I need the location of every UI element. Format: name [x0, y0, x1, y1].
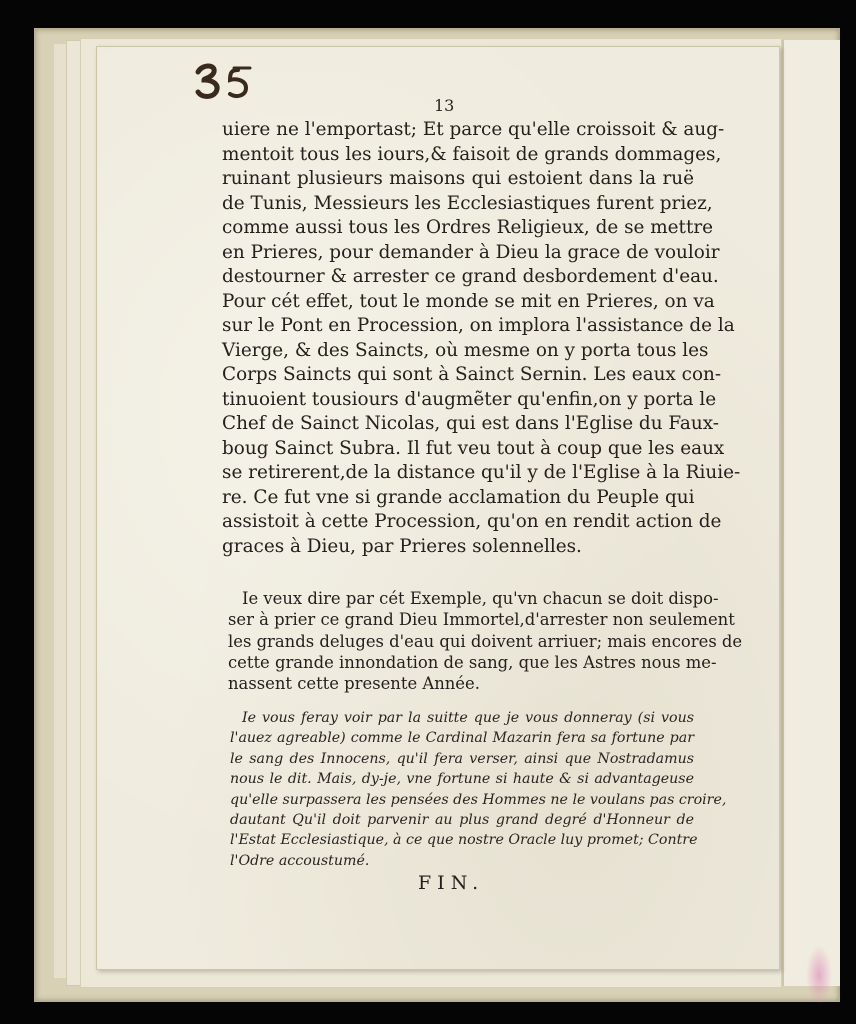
- text-line: l'auez agreable) comme le Cardinal Mazarin fera sa fortune par: [230, 730, 694, 747]
- text-line: les grands deluges d'eau qui doivent arriuer; mais encores de: [228, 631, 743, 651]
- text-line: Vierge, & des Saincts, où mesme on y porta tous les: [222, 339, 709, 361]
- text-line: cette grande innondation de sang, que les Astres nous me-: [228, 652, 717, 672]
- text-line: l'Odre accoustumé.: [230, 852, 370, 869]
- text-line: nassent cette presente Année.: [228, 674, 480, 694]
- text-line: Pour cét effet, tout le monde se mit en Prieres, on va: [222, 290, 715, 312]
- text-line: de Tunis, Messieurs les Ecclesiastiques furent priez,: [222, 192, 713, 214]
- text-line: sur le Pont en Procession, on implora l'assistance de la: [222, 315, 735, 336]
- text-line: ruinant plusieurs maisons qui estoient dans la ruë: [222, 168, 694, 189]
- text-line: qu'elle surpassera les pensées des Hommes ne le voulans pas croire,: [230, 791, 727, 808]
- text-line: tinuoient tousiours d'augmẽter qu'enfin,on y porta le: [222, 388, 717, 410]
- text-line: Chef de Sainct Nicolas, qui est dans l'Eglise du Faux-: [222, 413, 719, 434]
- closing-fin: FIN.: [418, 872, 485, 894]
- paragraph-main: [222, 118, 741, 559]
- paragraph-exemple: [228, 588, 743, 694]
- text-line: Ie vous feray voir par la suitte que je vous donneray (si vous: [242, 710, 694, 726]
- text-line: nous le dit. Mais, dy-je, vne fortune si haute & si advantageuse: [230, 771, 694, 788]
- text-line: re. Ce fut vne si grande acclamation du Peuple qui: [222, 486, 695, 508]
- handwritten-annotation-icon: [190, 58, 270, 106]
- text-line: destourner & arrester ce grand desbordement d'eau.: [222, 266, 719, 287]
- text-line: en Prieres, pour demander à Dieu la grace de vouloir: [222, 241, 720, 263]
- text-line: le sang des Innocens, qu'il fera verser, ainsi que Nostradamus: [230, 750, 694, 767]
- text-line: assistoit à cette Procession, qu'on en rendit action de: [222, 511, 722, 532]
- text-line: se retirerent,de la distance qu'il y de l'Eglise à la Riuie-: [222, 462, 741, 483]
- text-line: comme aussi tous les Ordres Religieux, de se mettre: [222, 217, 714, 238]
- facing-page-edge: [782, 40, 840, 986]
- page-number: 13: [434, 96, 455, 115]
- text-line: Ie veux dire par cét Exemple, qu'vn chacun se doit dispo-: [242, 589, 719, 608]
- ink-stain: [806, 945, 832, 1005]
- text-line: Corps Saincts qui sont à Sainct Sernin. Les eaux con-: [222, 364, 722, 385]
- text-line: ser à prier ce grand Dieu Immortel,d'arrester non seulement: [228, 610, 735, 630]
- text-line: l'Estat Ecclesiastique, à ce que nostre Oracle luy promet; Contre: [230, 832, 698, 849]
- text-line: graces à Dieu, par Prieres solennelles.: [222, 535, 582, 557]
- text-line: boug Sainct Subra. Il fut veu tout à coup que les eaux: [222, 437, 725, 459]
- text-line: uiere ne l'emportast; Et parce qu'elle croissoit & aug-: [222, 119, 725, 140]
- paragraph-italic: [230, 708, 727, 871]
- text-line: dautant Qu'il doit parvenir au plus grand degré d'Honneur de: [230, 812, 694, 829]
- text-line: mentoit tous les iours,& faisoit de grands dommages,: [222, 143, 722, 165]
